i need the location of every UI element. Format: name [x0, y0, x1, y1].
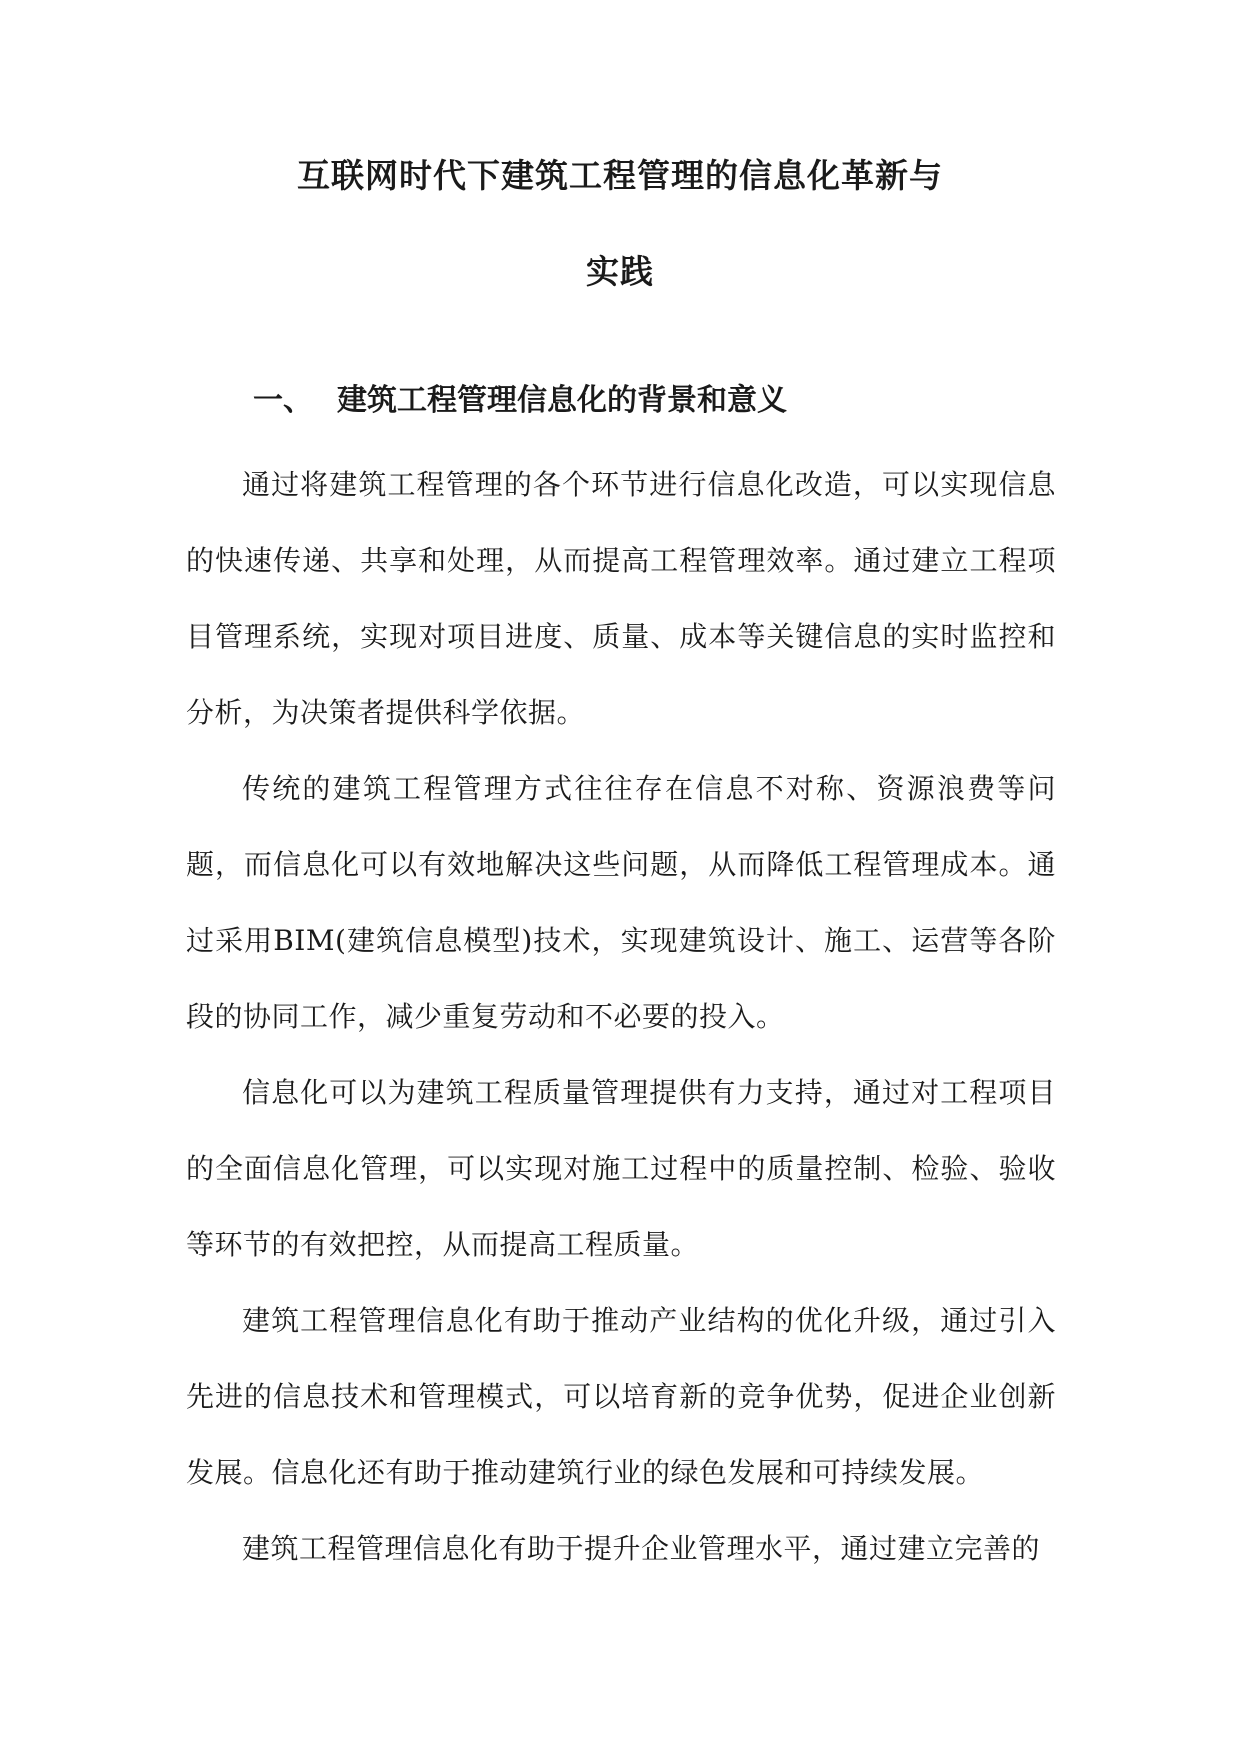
paragraph: 通过将建筑工程管理的各个环节进行信息化改造，可以实现信息的快速传递、共享和处理，从而提高工程管理效率。通过建立工程项目管理系统，实现对项目进度、质量、成本等关键信息的实时监控和分析，为决策者提供科学依据。 — [186, 468, 1056, 729]
paragraph: 建筑工程管理信息化有助于推动产业结构的优化升级，通过引入先进的信息技术和管理模式，可以培育新的竞争优势，促进企业创新发展。信息化还有助于推动建筑行业的绿色发展和可持续发展。 — [186, 1304, 1056, 1489]
section-heading-text: 建筑工程管理信息化的背景和意义 — [337, 383, 787, 418]
section-number: 一、 — [253, 383, 313, 418]
paragraph: 传统的建筑工程管理方式往往存在信息不对称、资源浪费等问题，而信息化可以有效地解决这些问题，从而降低工程管理成本。通过采用BIM(建筑信息模型)技术，实现建筑设计、施工、运营等各阶段的协同工作，减少重复劳动和不必要的投入。 — [186, 772, 1056, 1033]
document-title-line-1: 互联网时代下建筑工程管理的信息化革新与 — [297, 156, 943, 195]
section-heading — [253, 381, 787, 421]
paragraph: 信息化可以为建筑工程质量管理提供有力支持，通过对工程项目的全面信息化管理，可以实现对施工过程中的质量控制、检验、验收等环节的有效把控，从而提高工程质量。 — [186, 1076, 1056, 1261]
document-title-line-2: 实践 — [586, 252, 654, 291]
paragraph: 建筑工程管理信息化有助于提升企业管理水平，通过建立完善的 — [242, 1532, 1041, 1565]
